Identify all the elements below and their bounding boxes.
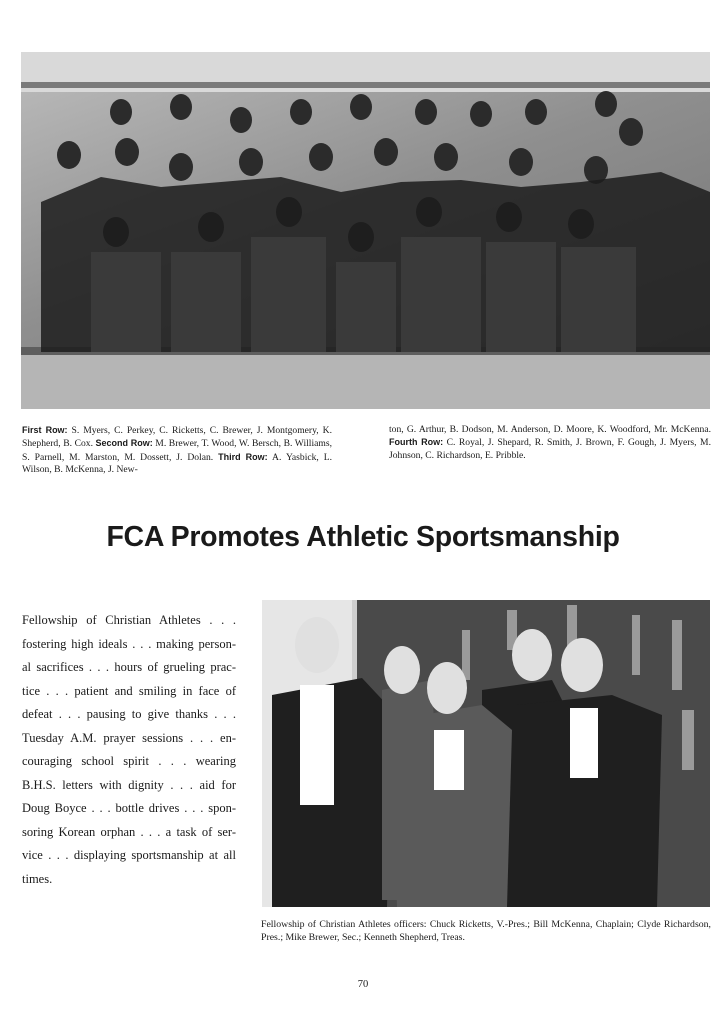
group-caption-left (22, 424, 332, 477)
body-line: defeat . . . pausing to give thanks . . . (22, 707, 236, 721)
group-photo-illustration (21, 52, 710, 409)
body-line: Tuesday A.M. prayer sessions . . . en- (22, 730, 236, 745)
body-line: tice . . . patient and smiling in face of (22, 683, 236, 698)
body-line: B.H.S. letters with dignity . . . aid for (22, 777, 236, 792)
body-line: al sacrifices . . . hours of grueling prac- (22, 660, 236, 674)
body-line: fostering high ideals . . . making person- (22, 636, 236, 651)
group-photo (21, 52, 710, 409)
caption-row-names: ton, G. Arthur, B. Dodson, M. Anderson, D. Moore, K. Woodford, Mr. McKenna. (389, 424, 711, 435)
caption-row-names: S. Myers, C. Perkey, C. Ricketts, C. Brewer, J. Montgomery, K. Shepherd, B. Cox. (22, 425, 332, 450)
caption-row-label: Fourth Row: (389, 437, 444, 448)
group-caption-right (389, 424, 711, 462)
body-line: soring Korean orphan . . . a task of ser- (22, 824, 236, 839)
caption-row-names: A. Yasbick, L. Wilson, B. McKenna, J. New- (22, 451, 333, 476)
body-line: Fellowship of Christian Athletes . . . (22, 613, 236, 627)
caption-row-label: Second Row: (95, 438, 153, 449)
officers-photo (262, 600, 710, 907)
body-line: couraging school spirit . . . wearing (22, 754, 236, 768)
caption-row-label: First Row: (22, 425, 68, 435)
page-headline: FCA Promotes Athletic Sportsmanship (106, 521, 620, 553)
body-line: vice . . . displaying sportsmanship at all (22, 848, 236, 862)
page-number: 70 (357, 979, 369, 990)
body-line: times. (22, 871, 53, 886)
officers-caption: Fellowship of Christian Athletes officers: Chuck Ricketts, V.-Pres.; Bill McKenna, Chaplain; Clyde Richardson, Pres.; Mike Brewer, Sec.; Kenneth Shepherd, Treas. (261, 919, 711, 943)
officers-photo-illustration (262, 600, 710, 907)
caption-row-names: M. Brewer, T. Wood, W. Bersch, B. Williams, S. Parnell, M. Marston, M. Dossett, J. Dolan. (22, 438, 332, 463)
caption-row-names: C. Royal, J. Shepard, R. Smith, J. Brown, F. Gough, J. Myers, M. Johnson, C. Richardson, E. Pribble. (389, 437, 711, 461)
caption-row-label: Third Row: (218, 451, 268, 462)
body-text (22, 609, 236, 891)
body-line: Doug Boyce . . . bottle drives . . . spon- (22, 801, 236, 815)
